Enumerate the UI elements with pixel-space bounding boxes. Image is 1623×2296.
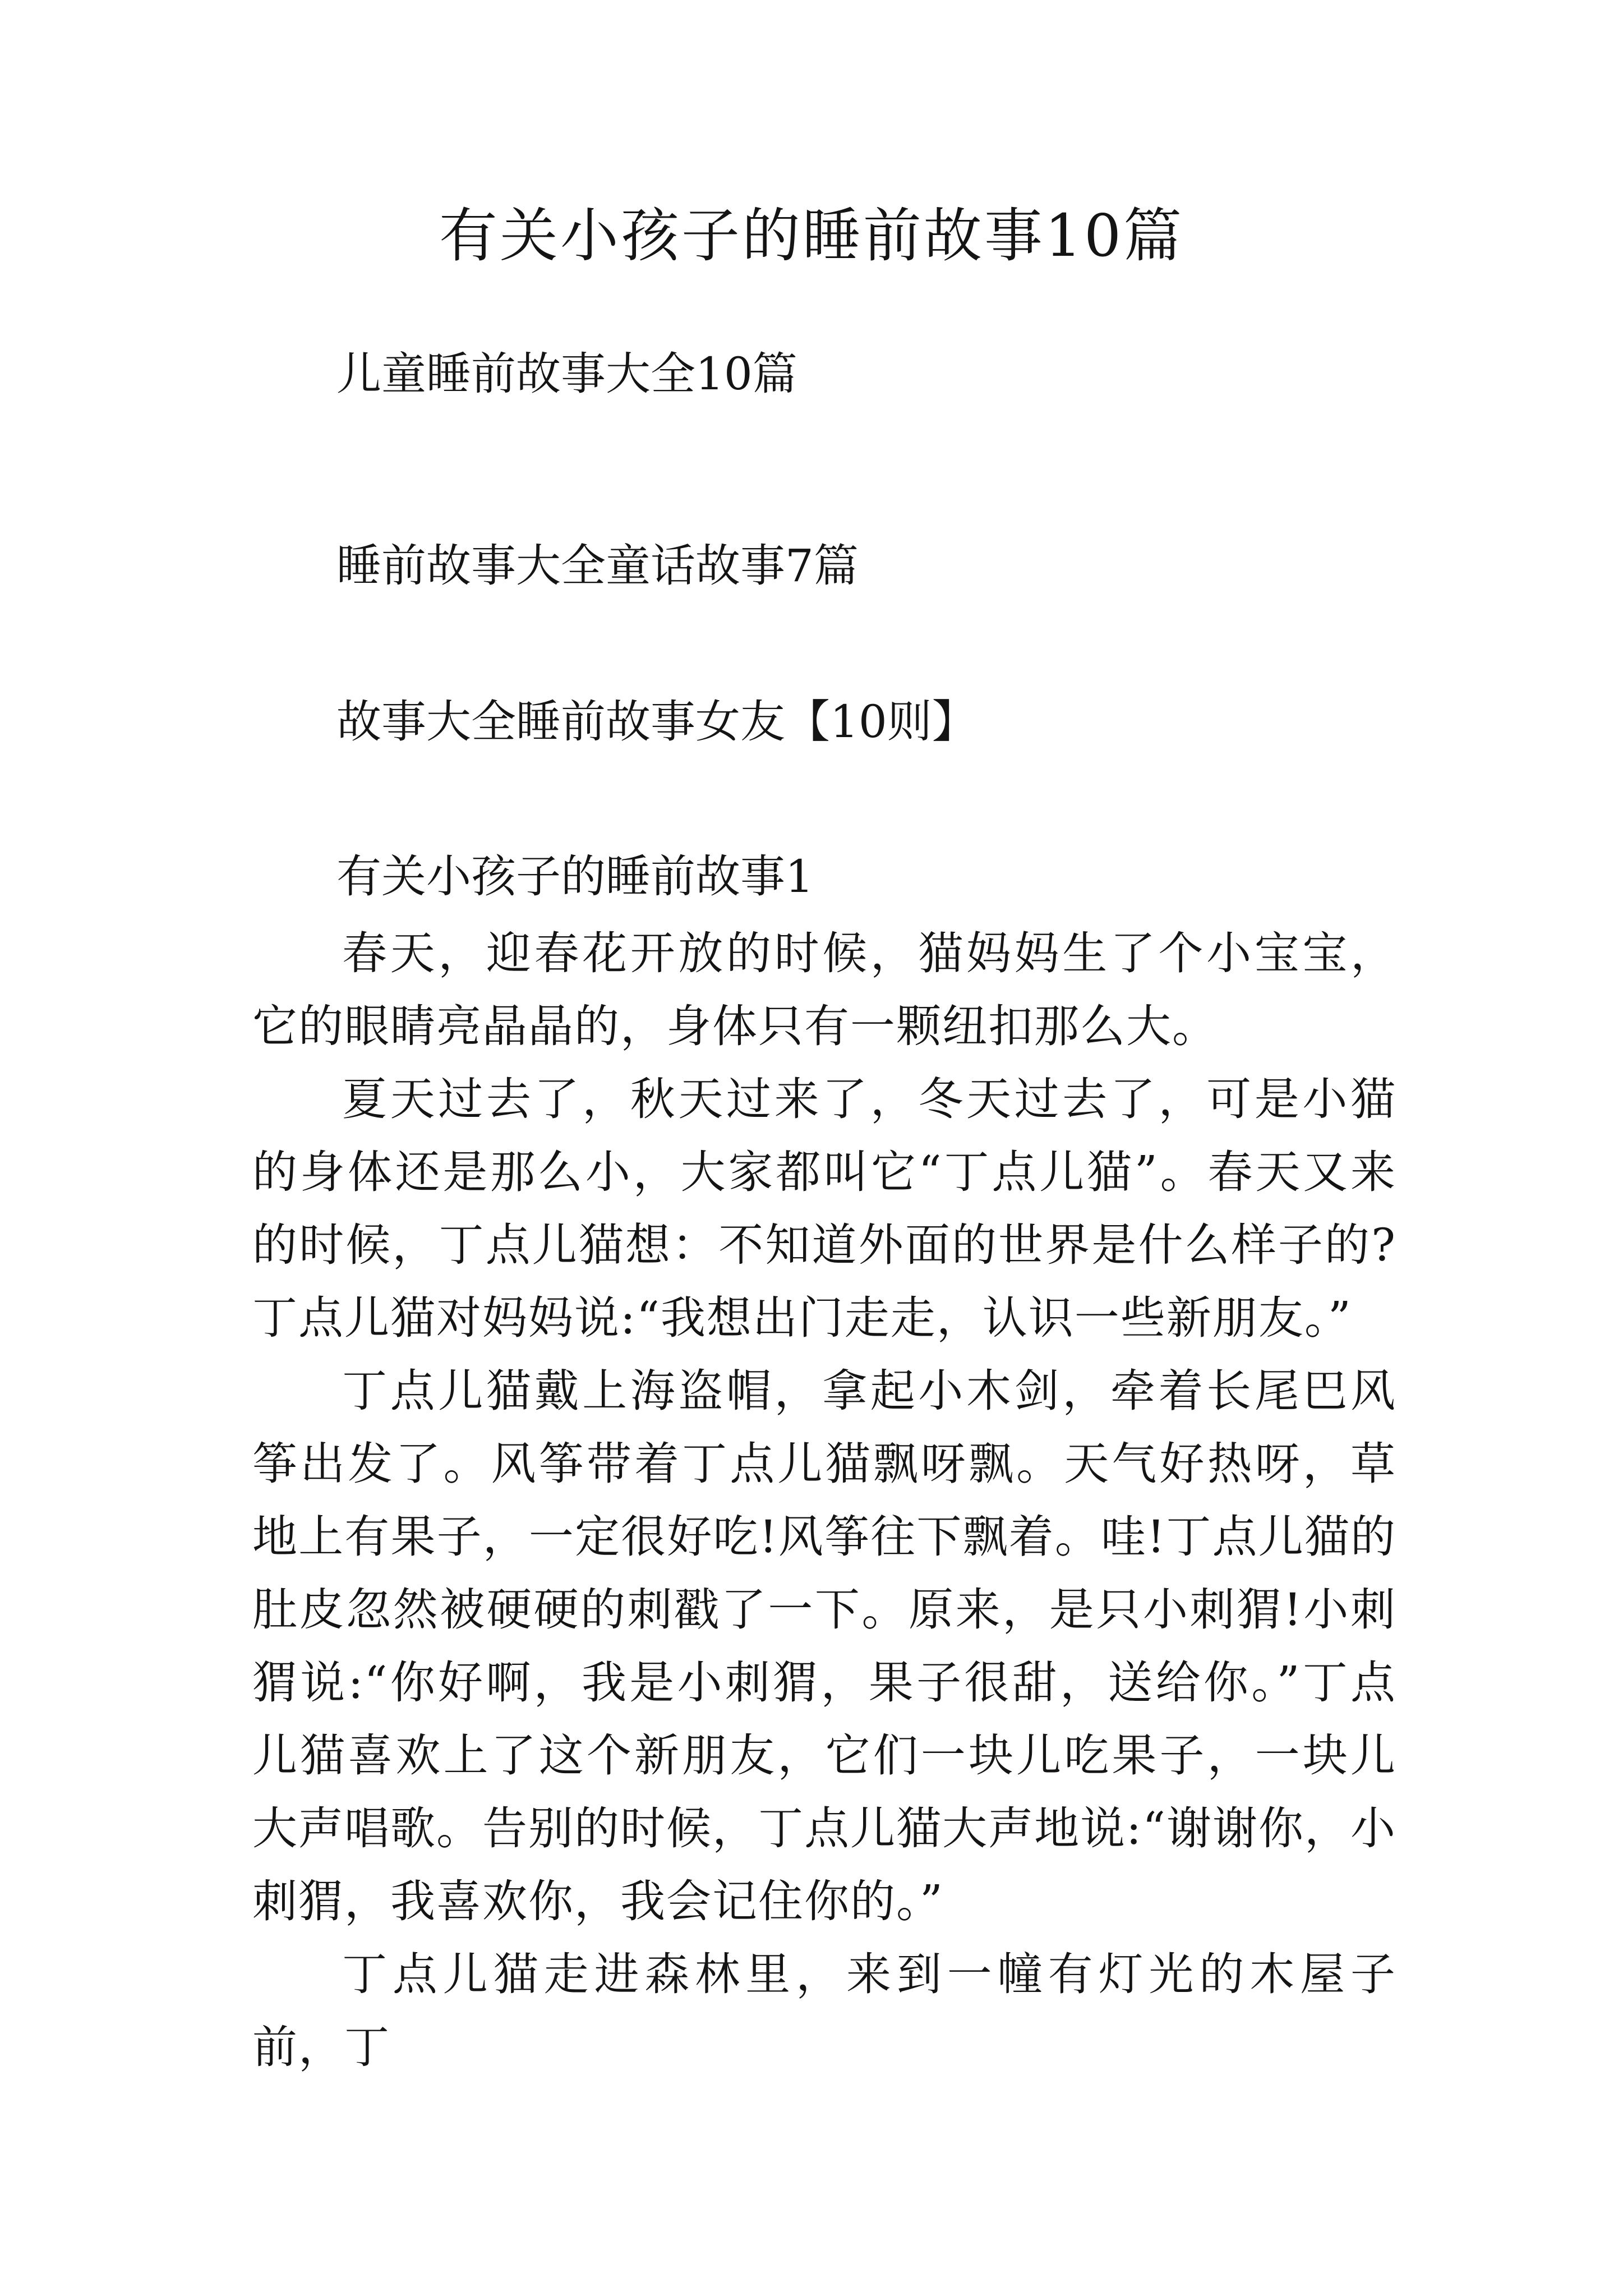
related-article-link[interactable]: 儿童睡前故事大全10篇 bbox=[336, 348, 797, 400]
story-paragraph: 夏天过去了，秋天过来了，冬天过去了，可是小猫的身体还是那么小，大家都叫它“丁点儿猫”。春天又来的时候，丁点儿猫想：不知道外面的世界是什么样子的?丁点儿猫对妈妈说:“我想出门走走，认识一些新朋友。” bbox=[252, 1073, 1396, 1344]
document-title: 有关小孩子的睡前故事10篇 bbox=[439, 201, 1184, 270]
story-paragraph: 丁点儿猫走进森林里，来到一幢有灯光的木屋子前，丁 bbox=[252, 1948, 1396, 2073]
section-heading: 有关小孩子的睡前故事1 bbox=[336, 850, 814, 903]
related-article-link[interactable]: 故事大全睡前故事女友【10则】 bbox=[336, 696, 977, 748]
related-article-link[interactable]: 睡前故事大全童话故事7篇 bbox=[336, 540, 859, 592]
story-paragraph: 丁点儿猫戴上海盗帽，拿起小木剑，牵着长尾巴风筝出发了。风筝带着丁点儿猫飘呀飘。天气好热呀，草地上有果子，一定很好吃!风筝往下飘着。哇!丁点儿猫的肚皮忽然被硬硬的刺戳了一下。原来，是只小刺猬!小刺猬说:“你好啊，我是小刺猬，果子很甜，送给你。”丁点儿猫喜欢上了这个新朋友，它们一块儿吃果子，一块儿大声唱歌。告别的时候，丁点儿猫大声地说:“谢谢你，小刺猬，我喜欢你，我会记住你的。” bbox=[252, 1365, 1396, 1927]
story-body bbox=[252, 917, 1396, 2084]
story-paragraph: 春天，迎春花开放的时候，猫妈妈生了个小宝宝，它的眼睛亮晶晶的，身体只有一颗纽扣那么大。 bbox=[252, 927, 1396, 1052]
